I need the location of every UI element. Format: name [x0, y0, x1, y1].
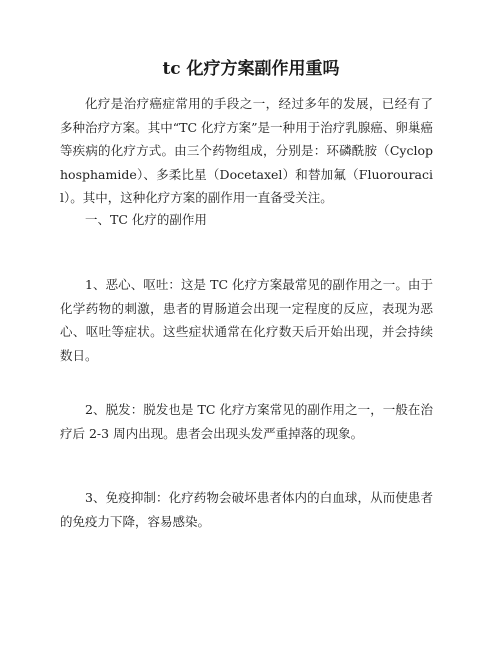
document-title: tc 化疗方案副作用重吗	[162, 59, 340, 79]
side-effect-item-immunosuppression: 3、免疫抑制：化疗药物会破坏患者体内的白血球，从而使患者的免疫力下降，容易感染。	[60, 490, 433, 529]
side-effect-item-hair-loss: 2、脱发：脱发也是 TC 化疗方案常见的副作用之一，一般在治疗后 2-3 周内出现。患者会出现头发严重掉落的现象。	[60, 402, 433, 441]
side-effect-item-nausea: 1、恶心、呕吐：这是 TC 化疗方案最常见的副作用之一。由于化学药物的刺激，患者的胃肠道会出现一定程度的反应，表现为恶心、呕吐等症状。这些症状通常在化疗数天后开始出现，并会持续数日。	[60, 277, 433, 363]
section-heading: 一、TC 化疗的副作用	[85, 212, 207, 227]
intro-paragraph: 化疗是治疗癌症常用的手段之一，经过多年的发展，已经有了多种治疗方案。其中“TC 化疗方案”是一种用于治疗乳腺癌、卵巢癌等疾病的化疗方式。由三个药物组成，分别是：环磷酰胺（Cyclophosphamide）、多柔比星（Docetaxel）和替加氟（Fluorouracil）。其中，这种化疗方案的副作用一直备受关注。	[60, 96, 433, 205]
